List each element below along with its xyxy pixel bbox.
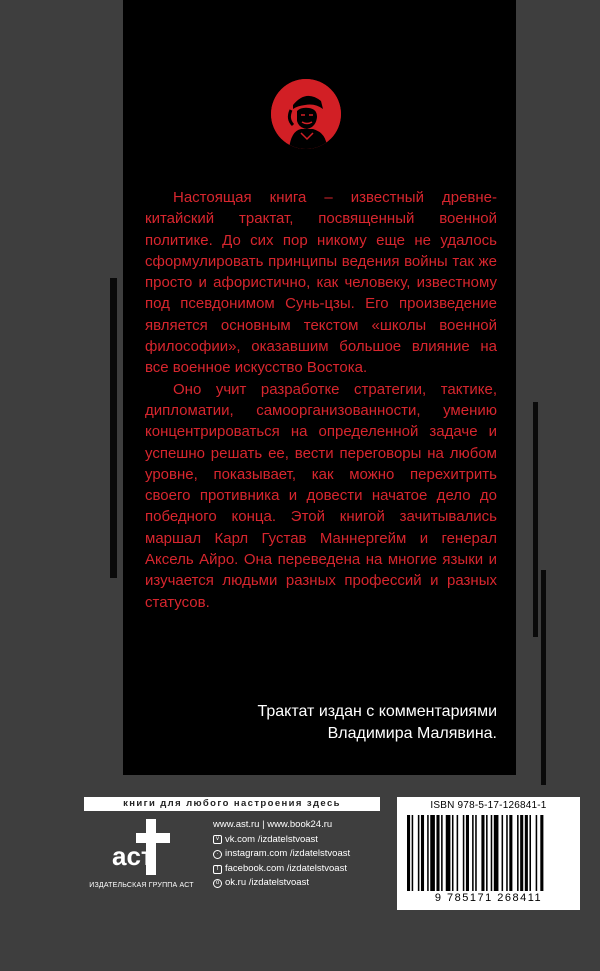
right-stripe-long: [541, 570, 546, 785]
vk-icon: v: [213, 835, 222, 844]
slogan-banner: книги для любого настроения здесь: [84, 797, 380, 811]
commentary-note-line-1: Трактат издан с комментариями: [257, 703, 497, 720]
facebook-link[interactable]: f facebook.com /izdatelstvoast: [213, 862, 393, 877]
right-stripe-short: [533, 402, 538, 637]
ok-link[interactable]: o ok.ru /izdatelstvoast: [213, 876, 393, 891]
publisher-links: [213, 818, 393, 891]
barcode-icon: [407, 815, 570, 891]
instagram-link[interactable]: · instagram.com /izdatelstvoast: [213, 847, 393, 862]
vk-link[interactable]: v vk.com /izdatelstvoast: [213, 833, 393, 848]
commentary-note-line-2: Владимира Малявина.: [327, 725, 497, 742]
barcode-area: [397, 797, 580, 910]
instagram-icon: ·: [213, 850, 222, 859]
logo-text: аст: [112, 841, 154, 871]
commentary-note: [145, 701, 497, 745]
ok-icon: o: [213, 879, 222, 888]
publisher-name: ИЗДАТЕЛЬСКАЯ ГРУППА АСТ: [89, 882, 194, 889]
warrior-portrait-icon: [271, 79, 341, 149]
facebook-icon: f: [213, 865, 222, 874]
description-text: [145, 187, 497, 613]
websites-link[interactable]: www.ast.ru | www.book24.ru: [213, 819, 333, 830]
left-stripe: [110, 278, 117, 578]
ast-logo-icon: [110, 815, 174, 879]
publisher-logo: [84, 815, 199, 895]
description-paragraph-1: Настоящая книга – известный древне-китайский трактат, посвященный военной политике. До сих пор никому еще не удалось сформулировать принципы ведения войны так же просто и афористично, как человеку, известному под псевдонимом Сунь-цзы. Его произведение является основным текстом «школы военной философии», оказавшим большое влияние на все военное искусство Востока.: [145, 189, 497, 377]
isbn-text: ISBN 978-5-17-126841-1: [430, 800, 547, 811]
barcode-number: 9 785171 268411: [434, 892, 543, 904]
description-paragraph-2: Оно учит разработке стратегии, тактике, дипломатии, самоорганизованности, умению концентрироваться на определенной задаче и успешно решать ее, вести переговоры на любом уровне, показывает, как можно перехитрить своего противника и довести начатое дело до победного конца. Этой книгой зачитывались маршал Карл Густав Маннергейм и генерал Аксель Айро. Она переведена на многие языки и изучается людьми разных профессий и разных статусов.: [145, 380, 497, 611]
